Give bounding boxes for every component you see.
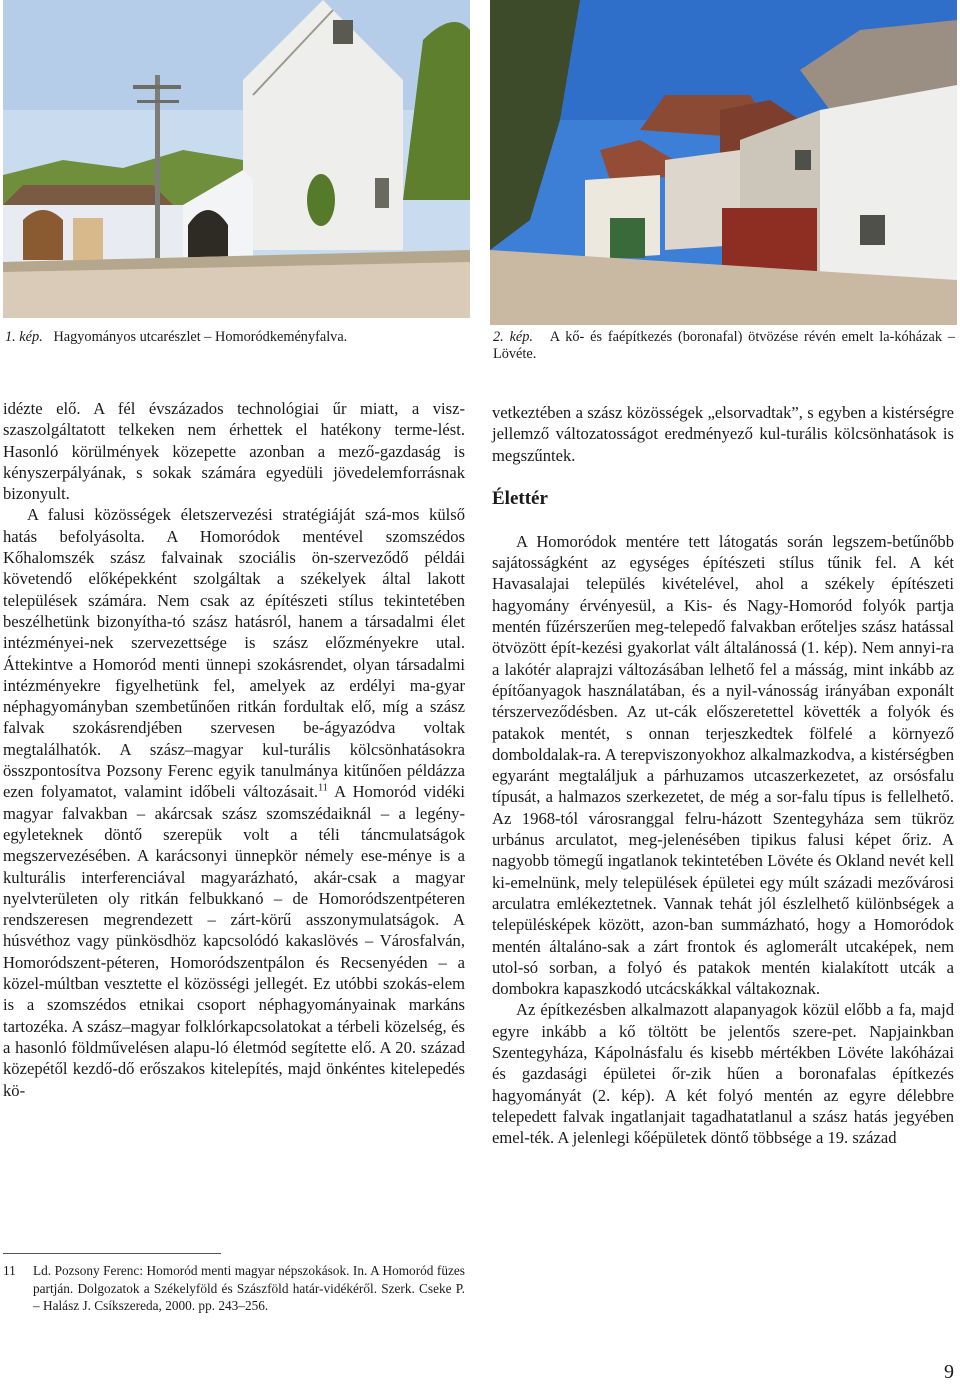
photo-village-street [3,0,470,318]
section-heading: Élettér [492,487,548,509]
footnote-reference[interactable]: 11 [318,782,328,794]
page-number: 9 [944,1361,954,1383]
paragraph: A Homoródok mentére tett látogatás során legszem-betűnőbb sajátosságként az egységes építészeti stílus tűnik fel. A két Havasalajai település kivételével, ahol a székely építészeti hagyomány érvényesül, a Kis- és Nagy-Homoród folyók partja mentén fűzérszerűen meg-telepedő falvakban erőteljes szász hatással ötvözött épít-kezési gyakorlat vált általánossá (1. kép). Nem annyi-ra a lakótér alaprajzi változásában lelhető fel a másság, mint inkább az építőanyagok használatában, és a nyil-vánosság irányában exponált térszerveződésben. Az ut-cák előszeretettel követték a folyók és patakok mentét, s onnan terjeszkedtek fölfelé a környező domboldalak-ra. A terepviszonyokhoz alkalmazkodva, a kistérségben egyaránt megtaláljuk a párhuzamos utcaszerkezetet, az orsósfalu típusát, a halmazos szerkezetet, de még a sor-falu típus is fellelhető. Az 1968-tól városranggal felru-házott Szentegyháza sem tükröz urbánus arculatot, meg-jelenésében tipikus falusi képet őriz. A nagyobb tömegű ingatlanok tekintetében Lövéte és Okland nevét kell ki-emelnünk, mely települések épületei egy múlt századi mezővárosi arculatra emlékeztetnek. Vannak tehát jól észlelhető különbségek a településképek között, azon-ban summázható, hogy a Homoródok mentén általáno-sak a zárt frontok és aglomerált utcaképek, nem utol-só sorban, a folyó és patakok mentén kialakított utcák a dombokra kapaszkodó utcácskákkal váltakoznak. [492,531,954,999]
footnote [3,1262,465,1315]
footnote-number: 11 [3,1263,16,1278]
paragraph-text: A Homoród vidéki magyar falvakban – akárcsak szász szomszédaiknál – a legény-egyleteknek döntő szerepük volt a téli táncmulatságok megszervezésében. A karácsonyi ünnepkör némely ese-ménye is a kulturális interferenciával magyarázható, akár-csak a magyar nyelvterületen oly ritkán felbukkanó – de Homoródszentpéteren rendszeresen megrendezett – zárt-körű asszonymulatságok. A húsvéthoz vagy pünkösdhöz kapcsolódó kakaslövés – Városfalván, Homoródszent-péteren, Homoródszentpálon és Recsenyéden – a közel-múltban vesztette el közösségi jellegét. Ez utóbbi szokás-elem is a szomszédos etnikai csoport néphagyományainak markáns tartozéka. A szász–magyar folklórkapcsolatokat a térbeli közelség, és a hasonló földművelésen alapu-ló életmód segítette elő. A 20. század közepétől kezdő-dő erőszakos kitelepítés, majd önkéntes kitelepedés kö- [3,782,465,1100]
right-text-column [492,402,954,1149]
figure-caption-text: Hagyományos utcarészlet – Homoródkeményfalva. [53,329,348,345]
paragraph: vetkeztében a szász közösségek „elsorvadtak”, s egyben a kistérségre jellemző változatosságot eredményező kul-turális kölcsönhatások is megszűntek. [492,403,954,465]
left-text-column [3,398,465,1101]
photo-stone-timber-houses [490,0,957,325]
figure-number: 2. kép. [493,329,533,345]
paragraph: Az építkezésben alkalmazott alapanyagok közül előbb a fa, majd egyre inkább a kő töltött be jelentős szere-pet. Napjainkban Szentegyháza, Kápolnásfalu és kisebb mértékben Lövéte lakóházai és gazdasági épületei őr-zik hűen a boronafalas építkezés hagyományát (2. kép). A két folyó mentén az egyre délebbre telepedett falvak ingatlanjait tagadhatatlanul a szász hatás jegyében emel-ték. A jelenlegi kőépületek döntő többsége a 19. század [492,1000,954,1148]
paragraph-text: A falusi közösségek életszervezési stratégiáját szá-mos külső hatás befolyásolta. A Homoródok mentével szomszédos Kőhalomszék szász falvainak szociális ön-szerveződő példái követendő előképekként szolgáltak a székelyek által lakott települések számára. Nem csak az építészeti stílus tekintetében beszélhetünk bizonyítha-tó szász hatásról, hanem a társadalmi élet intézményei-nek szervezettsége is szász előzményekre utal. Áttekintve a Homoród menti ünnepi szokásrendet, olyan társadalmi intézményekre figyelhetünk fel, amelyek az erdélyi ma-gyar néphagyományban szembetűnően ritkán fordultak elő, míg a szász falvak szokásrendjében szervesen be-ágyazódva voltak megtalálhatók. A szász–magyar kul-turális kölcsönhatásokra összpontosítva Pozsony Ferenc egyik tanulmánya kitűnően példázza ezen folyamatot, valamint időbeli változásait. [3,505,465,802]
figure-caption-1 [5,329,465,346]
figure-caption-text: A kő- és faépítkezés (boronafal) ötvözése révén emelt la-kóházak – Lövéte. [493,329,955,362]
paragraph [3,504,465,1100]
footnote-text: Ld. Pozsony Ferenc: Homoród menti magyar népszokások. In. A Homoród füzes partján. Dolgozatok a Székelyföld és Szászföld határ-vidékéről. Szerk. Cseke P. – Halász J. Csíkszereda, 2000. pp. 243–256. [33,1263,465,1314]
figure-number: 1. kép. [5,329,43,345]
footnote-divider [3,1253,221,1254]
figure-caption-2 [493,329,955,363]
paragraph: idézte elő. A fél évszázados technológiai űr miatt, a visz-szaszolgáltatott telkeken nem érhettek el hatékony terme-lést. Hasonló körülmények közepette azonban a mező-gazdaság is kényszerpályának, s sokak számára egyedüli jövedelemforrásnak bizonyult. [3,399,465,504]
